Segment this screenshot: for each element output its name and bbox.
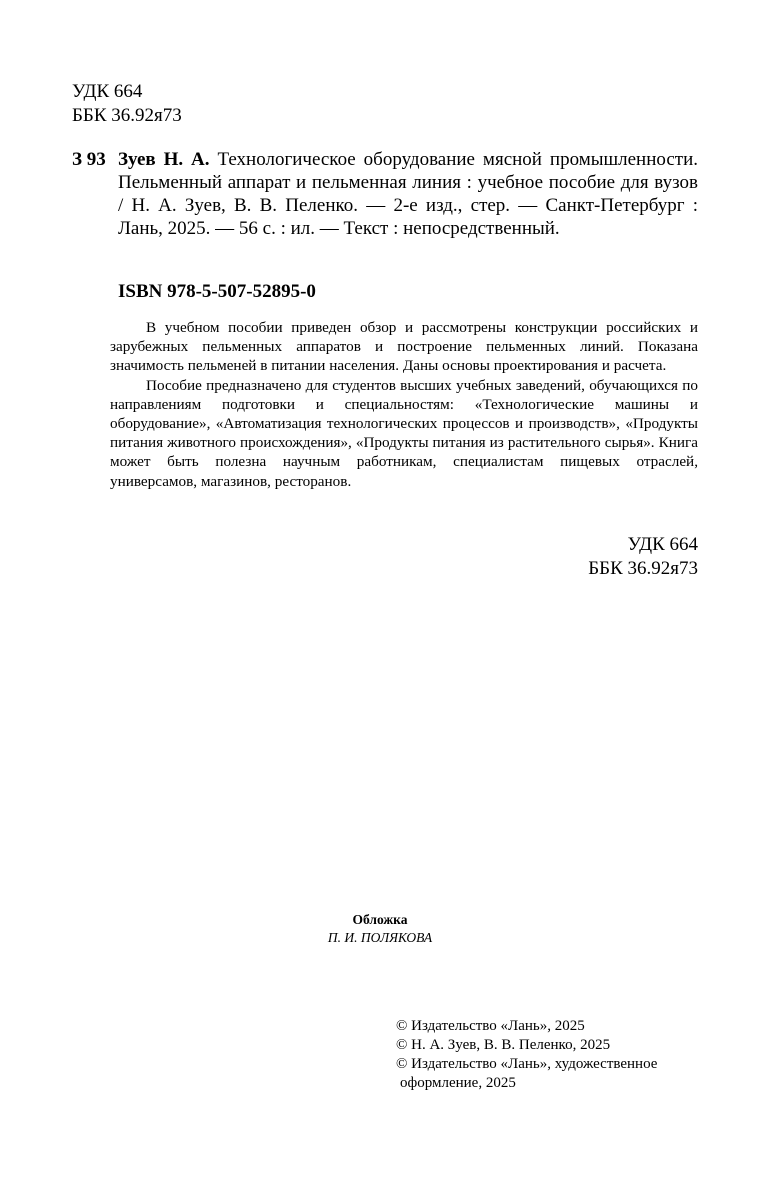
copyright-line: © Издательство «Лань», 2025 bbox=[396, 1018, 585, 1034]
bibliographic-description bbox=[118, 148, 698, 240]
bbk-code-bottom: ББК 36.92я73 bbox=[588, 558, 698, 579]
annotation-paragraph-2: Пособие предназначено для студентов высших учебных заведений, обучающихся по направлениям подготовки и специальностям: «Технологические машины и оборудование», «Автоматизация технологических процессов и производств», «Продукты питания животного происхождения», «Продукты питания из растительного сырья». Книга может быть полезна научным работникам, специалистам пищевых отраслей, универсамов, магазинов, ресторанов. bbox=[110, 376, 698, 490]
udk-code: УДК 664 bbox=[72, 81, 143, 102]
author-name: Зуев Н. А. bbox=[118, 149, 210, 170]
isbn: ISBN 978-5-507-52895-0 bbox=[118, 281, 316, 302]
copyright-line: © Н. А. Зуев, В. В. Пеленко, 2025 bbox=[396, 1037, 611, 1053]
bibliographic-entry bbox=[72, 148, 698, 240]
annotation bbox=[110, 318, 698, 491]
author-sign: З 93 bbox=[72, 149, 106, 170]
copyright-line: © Издательство «Лань», художественное bbox=[396, 1056, 658, 1072]
cover-label: Обложка bbox=[352, 912, 408, 927]
cover-credit bbox=[290, 911, 470, 947]
bbk-code: ББК 36.92я73 bbox=[72, 105, 182, 126]
udk-code-bottom: УДК 664 bbox=[627, 534, 698, 555]
copyright-line: оформление, 2025 bbox=[400, 1075, 516, 1091]
classification-bottom bbox=[560, 533, 698, 581]
description-text: Технологическое оборудование мясной промышленности. Пельменный аппарат и пельменная линия : учебное пособие для вузов / Н. А. Зуев, В. В. Пеленко. — 2-е изд., стер. — Санкт-Петербург : Лань, 2025. — 56 с. : ил. — Текст : непосредственный. bbox=[118, 149, 699, 239]
classification-top bbox=[72, 80, 182, 128]
copyright-block bbox=[396, 1017, 706, 1093]
annotation-paragraph-1: В учебном пособии приведен обзор и рассмотрены конструкции российских и зарубежных пельменных аппаратов и построение пельменных линий. Показана значимость пельменей в питании населения. Даны основы проектирования и расчета. bbox=[110, 319, 698, 375]
cover-artist: П. И. ПОЛЯКОВА bbox=[327, 930, 433, 945]
